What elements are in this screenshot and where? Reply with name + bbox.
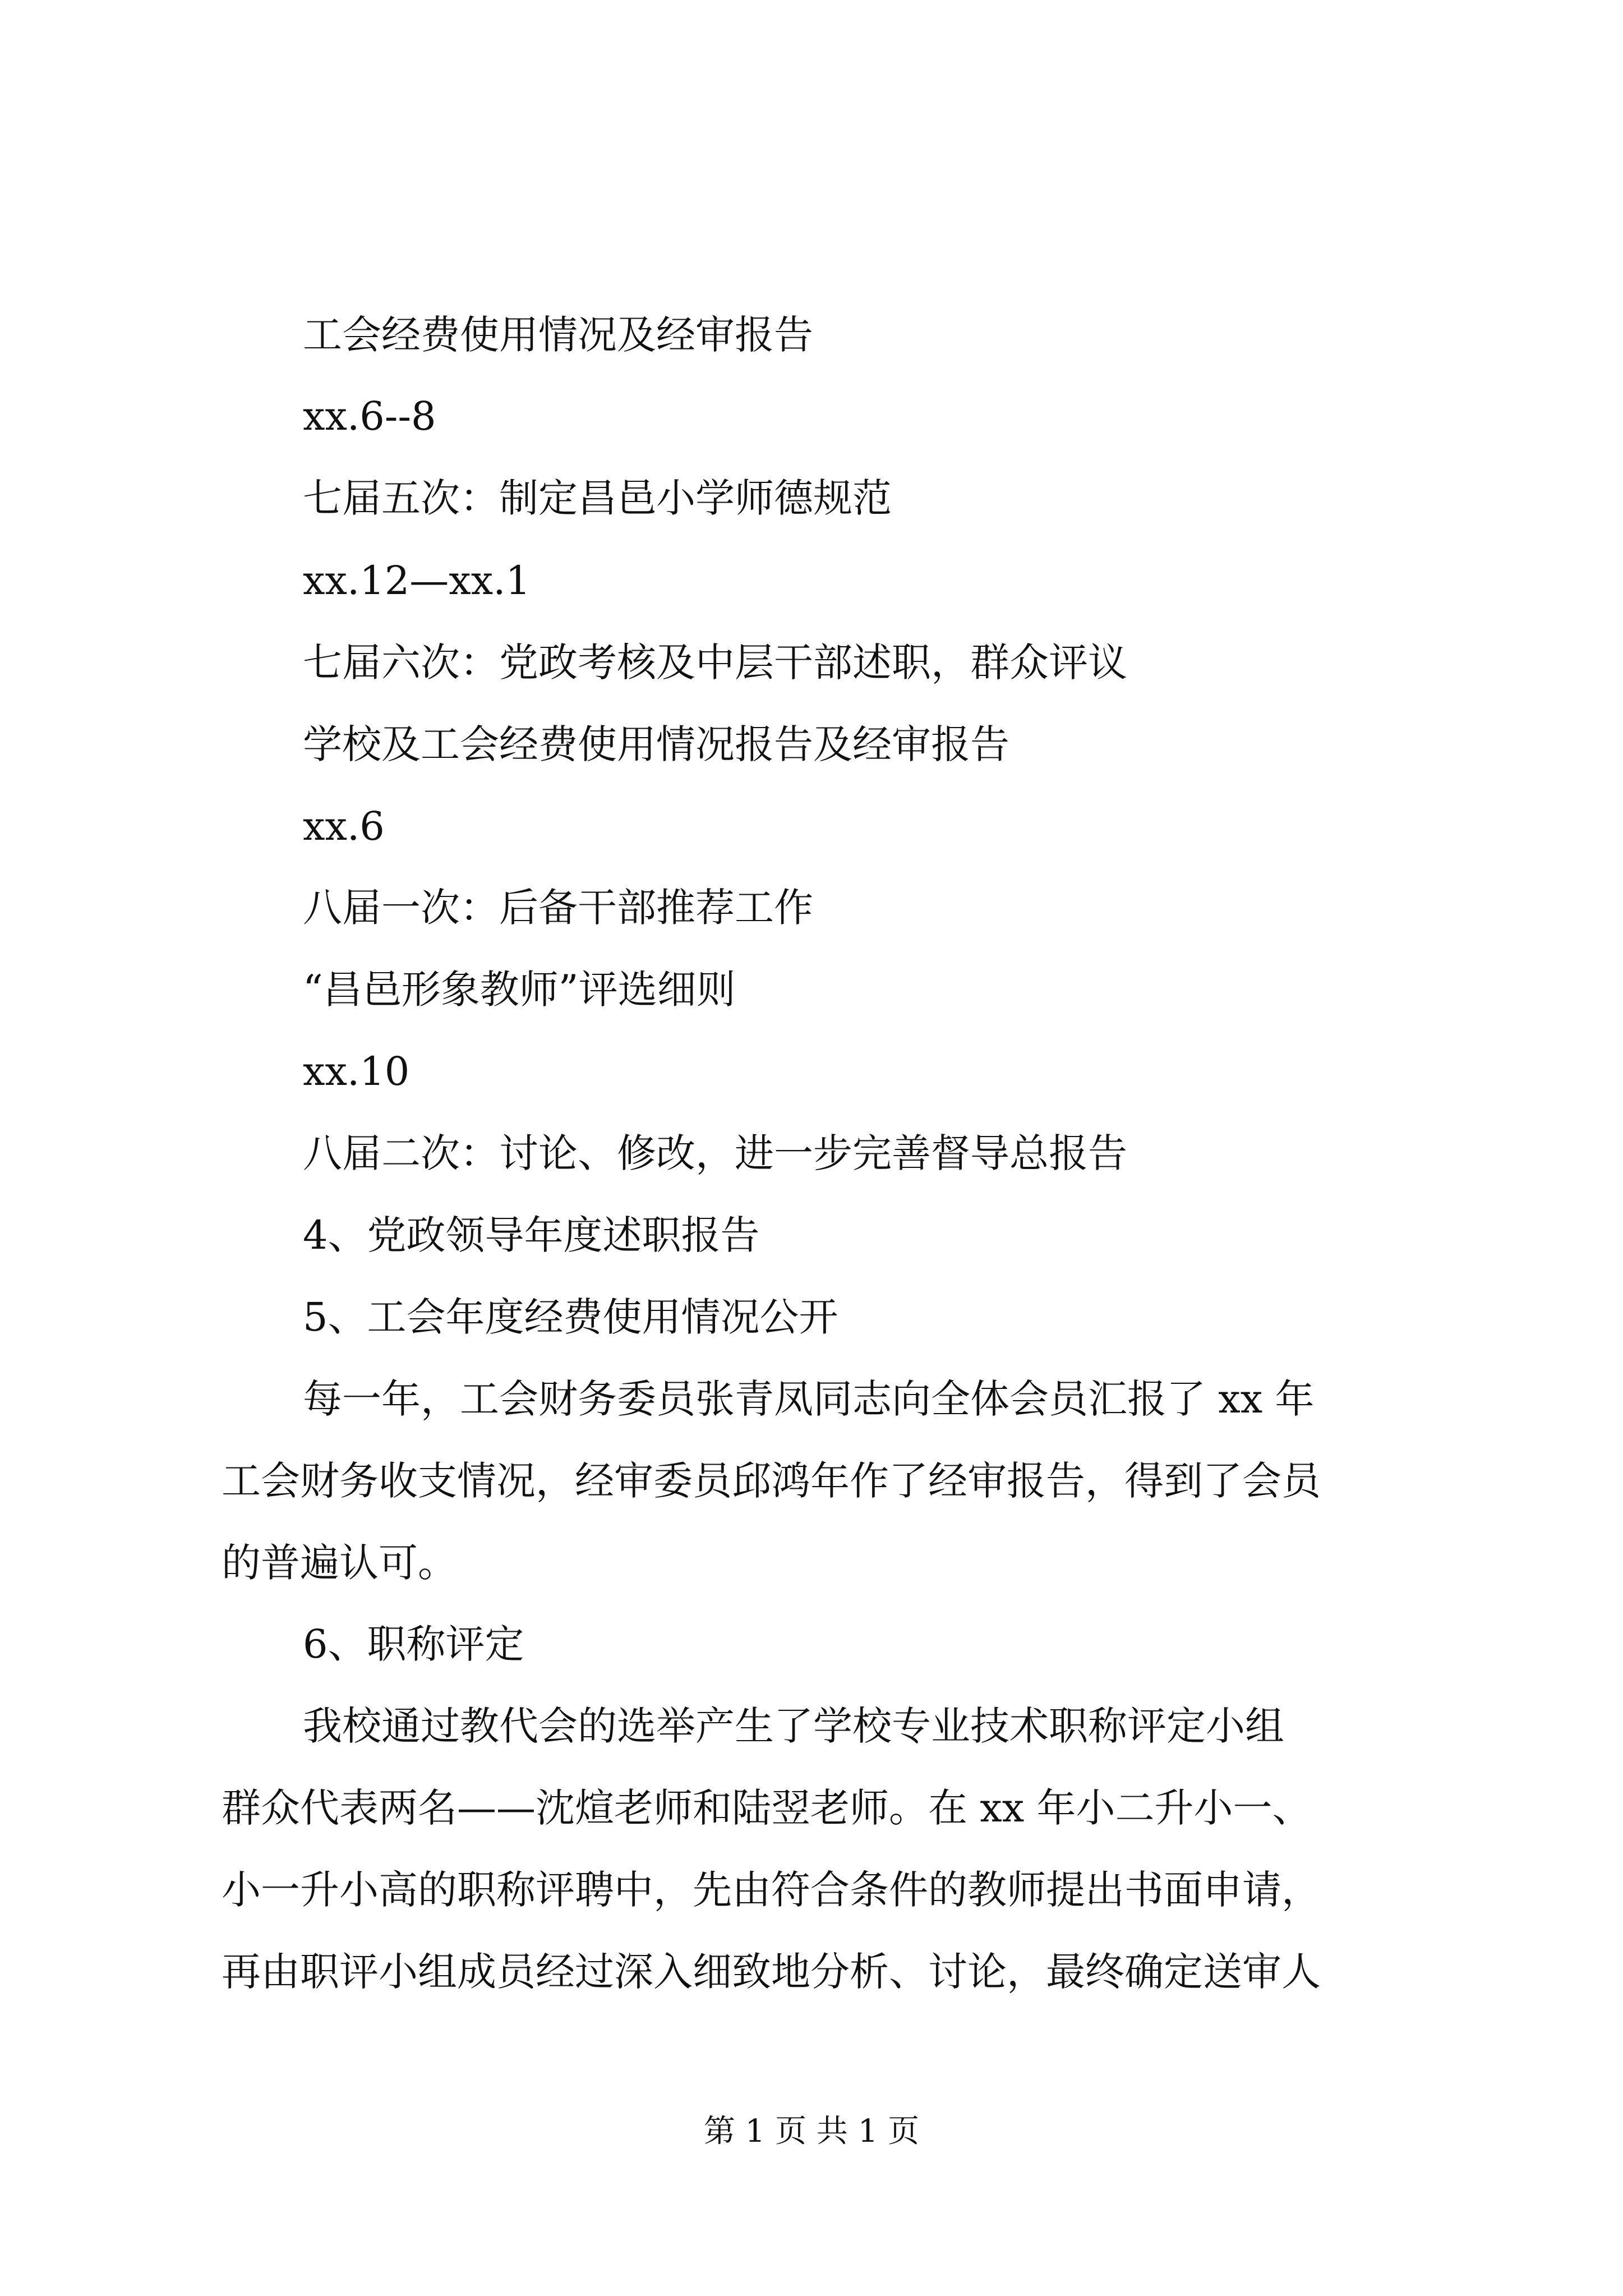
- paragraph-line: 的普遍认可。: [222, 1540, 457, 1586]
- paragraph-line: 小一升小高的职称评聘中，先由符合条件的教师提出书面申请，: [222, 1867, 1321, 1913]
- text-line: 八届一次：后备干部推荐工作: [303, 885, 813, 931]
- text-line: “昌邑形象教师”评选细则: [303, 967, 736, 1013]
- paragraph-line: 每一年，工会财务委员张青凤同志向全体会员汇报了 xx 年: [303, 1376, 1315, 1422]
- paragraph-line: 再由职评小组成员经过深入细致地分析、讨论，最终确定送审人: [222, 1949, 1321, 1995]
- paragraph-line: 我校通过教代会的选举产生了学校专业技术职称评定小组: [303, 1703, 1284, 1749]
- text-line: xx.6--8: [303, 393, 436, 439]
- text-line: 5、工会年度经费使用情况公开: [303, 1294, 838, 1340]
- page-footer: 第 1 页 共 1 页: [703, 2113, 920, 2150]
- section-heading: 6、职称评定: [303, 1621, 524, 1667]
- text-line: 4、党政领导年度述职报告: [303, 1212, 760, 1258]
- paragraph-line: 工会财务收支情况，经审委员邱鸿年作了经审报告，得到了会员: [222, 1458, 1321, 1504]
- paragraph-line: 群众代表两名——沈煊老师和陆翌老师。在 xx 年小二升小一、: [222, 1785, 1312, 1831]
- text-line: 学校及工会经费使用情况报告及经审报告: [303, 721, 1009, 767]
- text-line: xx.10: [303, 1048, 410, 1094]
- text-line: 七届六次：党政考核及中层干部述职，群众评议: [303, 639, 1127, 685]
- text-line: xx.12—xx.1: [303, 558, 531, 604]
- text-line: 工会经费使用情况及经审报告: [303, 312, 813, 358]
- text-line: xx.6: [303, 803, 385, 849]
- text-line: 八届二次：讨论、修改，进一步完善督导总报告: [303, 1130, 1127, 1176]
- text-line: 七届五次：制定昌邑小学师德规范: [303, 475, 892, 521]
